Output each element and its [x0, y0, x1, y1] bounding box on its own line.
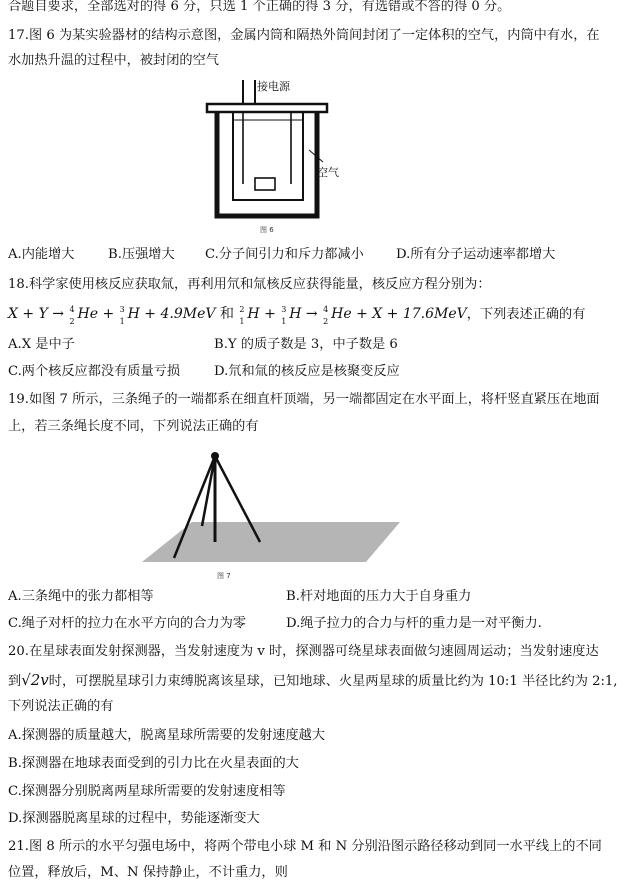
eq-tail: ，下列表述正确的有: [466, 307, 586, 322]
eq-energy-2: + X + 17.6MeV: [356, 306, 467, 322]
nuclide-h3-2: 3 1 H: [281, 305, 302, 326]
eq-plus-1: +: [102, 306, 115, 322]
q17-option-a: A.内能增大: [8, 247, 75, 262]
q19-option-a: A.三条绳中的张力都相等: [8, 589, 154, 604]
q19-option-b: B.杆对地面的压力大于自身重力: [286, 589, 472, 604]
q17-option-b: B.压强增大: [108, 247, 175, 262]
eq-arrow-2: →: [305, 306, 318, 322]
q19-option-c: C.绳子对杆的拉力在水平方向的合力为零: [8, 616, 246, 631]
q18-option-d: D.氘和氚的核反应是核聚变反应: [214, 364, 400, 379]
q20-stem-line-2: [8, 671, 618, 691]
q17-option-d: D.所有分子运动速率都增大: [396, 247, 556, 262]
q21-stem-line-2: 位置，释放后，M、N 保持静止，不计重力，则: [8, 865, 288, 880]
eq-reactants-1: X + Y →: [8, 306, 65, 322]
q17-stem-line-1: 17.图 6 为某实验器材的结构示意图，金属内筒和隔热外筒间封闭了一定体积的空气，内筒中有水，在: [8, 28, 600, 43]
q20-option-b: B.探测器在地球表面受到的引力比在火星表面的大: [8, 756, 299, 771]
q18-equation: [8, 305, 585, 324]
eq-plus-2: +: [264, 306, 276, 322]
fig6-label-air: 空气: [317, 166, 339, 179]
q20-stem-2-prefix: 到: [8, 674, 22, 689]
rope-2: [202, 456, 215, 526]
nuclide-he-2: 4 2 He: [323, 305, 352, 326]
fig7-caption: 图 7: [217, 572, 231, 580]
q18-option-c: C.两个核反应都没有质量亏损: [8, 364, 181, 379]
q20-option-d: D.探测器脱离星球的过程中，势能逐渐变大: [8, 811, 260, 826]
figure-7-pole: [140, 442, 410, 582]
heater-element: [255, 178, 275, 190]
q21-stem-line-1: 21.图 8 所示的水平匀强电场中，将两个带电小球 M 和 N 分别沿图示路径移动到同一水平线上的不同: [8, 839, 602, 854]
q20-option-c: C.探测器分别脱离两星球所需要的发射速度相等: [8, 784, 286, 799]
q20-stem-line-1: 20.在星球表面发射探测器，当发射速度为 v 时，探测器可绕星球表面做匀速圆周运动；当发射速度达: [8, 644, 599, 659]
q20-stem-2-rest: 时，可摆脱星球引力束缚脱离该星球，已知地球、火星两星球的质量比约为 10:1 半径比约为 2:1,: [48, 674, 618, 689]
fig6-caption: 图 6: [260, 226, 274, 234]
q18-option-a: A.X 是中子: [8, 337, 75, 352]
q20-velocity: √2v: [21, 671, 49, 689]
nuclide-he-1: 4 2 He: [69, 305, 98, 326]
fig6-label-power: 接电源: [257, 80, 290, 93]
apparatus-lid: [207, 104, 327, 112]
q18-stem-line-1: 18.科学家使用核反应获取氚，再利用氘和氚核反应获得能量，核反应方程分别为：: [8, 277, 491, 292]
eq-and: 和: [219, 306, 234, 322]
q19-option-d: D.绳子拉力的合力与杆的重力是一对平衡力.: [286, 616, 542, 631]
q17-stem-line-2: 水加热升温的过程中，被封闭的空气: [8, 53, 219, 68]
q20-option-a: A.探测器的质量越大，脱离星球所需要的发射速度越大: [8, 728, 326, 743]
q19-stem-line-1: 19.如图 7 所示，三条绳子的一端都系在细直杆顶端，另一端都固定在水平面上，将杆竖直紧压在地面: [8, 392, 600, 407]
eq-energy-1: + 4.9MeV: [144, 306, 216, 322]
q18-option-b: B.Y 的质子数是 3，中子数是 6: [214, 337, 398, 352]
q17-option-c: C.分子间引力和斥力都减小: [205, 247, 364, 262]
q20-stem-line-3: 下列说法正确的有: [8, 699, 114, 714]
nuclide-h2: 2 1 H: [239, 305, 260, 326]
nuclide-h3-1: 3 1 H: [119, 305, 140, 326]
figure-6-apparatus: [205, 76, 339, 238]
instruction-line: 合题目要求，全部选对的得 6 分，只选 1 个正确的得 3 分，有选错或不答的得 0 分。: [8, 0, 511, 14]
q19-stem-line-2: 上，若三条绳长度不同，下列说法正确的有: [8, 419, 259, 434]
